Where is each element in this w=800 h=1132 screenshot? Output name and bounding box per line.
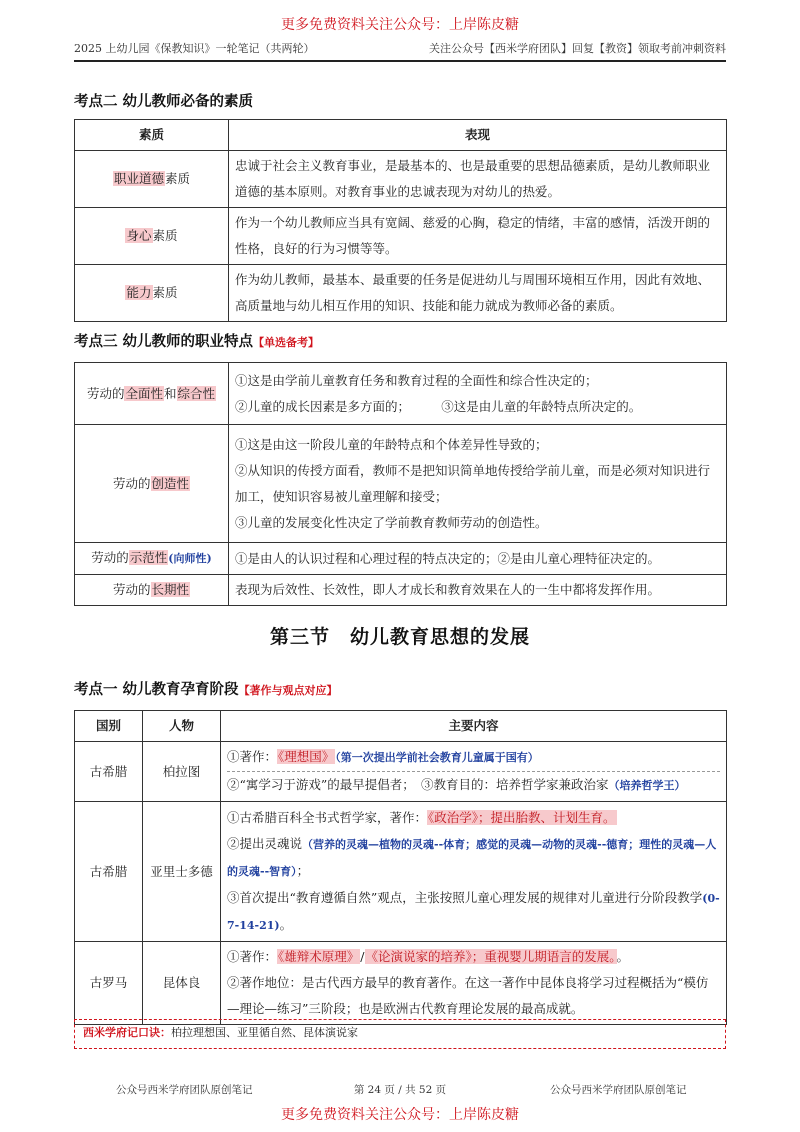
table-row [75, 543, 727, 575]
mnemonic-box [74, 1019, 726, 1049]
person: 亚里士多德 [143, 802, 221, 942]
teacher-traits-table [74, 362, 727, 606]
person: 昆体良 [143, 942, 221, 1025]
highlight: 能力 [126, 285, 152, 300]
country: 古希腊 [75, 802, 143, 942]
content-line [227, 885, 720, 939]
header-left: 2025 上幼儿园《保教知识》一轮笔记（共两轮） [74, 42, 315, 55]
trait-name [75, 363, 229, 425]
quality-name [75, 265, 229, 322]
footer-left: 公众号西米学府团队原创笔记 [116, 1084, 253, 1096]
running-header [74, 40, 726, 62]
section-title: 第三节 幼儿教育思想的发展 [269, 626, 530, 648]
content-line: ②著作地位：是古代西方最早的教育著作。在这一著作中昆体良将学习过程概括为“模仿—理论—练习”三阶段；也是欧洲古代教育理论发展的最高成就。 [227, 975, 709, 1016]
footer-right: 公众号西米学府团队原创笔记 [550, 1084, 687, 1096]
quality-desc: 忠诚于社会主义教育事业，是最基本的、也是最重要的思想品德素质，是幼儿教师职业道德的基本原则。对教育事业的忠诚表现为对幼儿的热爱。 [229, 151, 727, 208]
header-right: 关注公众号【西米学府团队】回复【教资】领取考前冲刺资料 [429, 42, 726, 55]
highlight: 长期性 [151, 582, 190, 597]
kp3-heading [74, 330, 319, 351]
trait-prefix: 劳动的 [91, 550, 129, 565]
quality-suffix: 素质 [152, 285, 178, 300]
table-row [75, 151, 727, 208]
table-header-row [75, 120, 727, 151]
trait-desc: 表现为后效性、长效性，即人才成长和教育效果在人的一生中都将发挥作用。 [229, 575, 727, 606]
highlight: 示范性 [129, 550, 168, 565]
content-text: 。 [279, 916, 293, 932]
col-header: 国别 [75, 711, 143, 742]
content-text: / [360, 949, 365, 964]
content-text: ①古希腊百科全书式哲学家，著作： [227, 809, 428, 825]
content [221, 742, 727, 802]
content-text: ②提出灵魂说 [227, 835, 303, 851]
trait-name [75, 543, 229, 575]
trait-line-a: ②儿童的成长因素是多方面的； [235, 398, 404, 414]
mnemonic-label: 西米学府记口诀： [83, 1026, 171, 1039]
page-number: 第 24 页 / 共 52 页 [353, 1084, 447, 1096]
content-text: 。 [616, 949, 630, 964]
quality-name [75, 151, 229, 208]
kp2-heading: 考点二 幼儿教师必备的素质 [74, 94, 254, 110]
kp3-title: 考点三 幼儿教师的职业特点 [74, 334, 254, 350]
content-note: （第一次提出学前社会教育儿童属于国有） [335, 751, 539, 764]
content-text: ②“寓学习于游戏”的最早提倡者； ③教育目的：培养哲学家兼政治家 [227, 777, 609, 792]
col-header: 人物 [143, 711, 221, 742]
quality-suffix: 素质 [152, 228, 178, 243]
content-text: ③首次提出“教育遵循自然”观点，主张按照儿童心理发展的规律对儿童进行分阶段教学 [227, 889, 703, 905]
quality-desc: 作为幼儿教师，最基本、最重要的任务是促进幼儿与周围环境相互作用，因此有效地、高质量地与幼儿相互作用的知识、技能和能力就成为教师必备的素质。 [229, 265, 727, 322]
trait-and: 和 [164, 385, 177, 401]
col-header: 主要内容 [221, 711, 727, 742]
highlight: 全面性 [125, 385, 163, 401]
trait-line: ①这是由这一阶段儿童的年龄特点和个体差异性导致的； [235, 436, 548, 452]
teacher-qualities-table [74, 119, 727, 322]
content-line [227, 771, 720, 799]
country: 古希腊 [75, 742, 143, 802]
highlight: 身心 [126, 228, 152, 243]
trait-line: ②从知识的传授方面看，教师不是把知识简单地传授给学前儿童，而是必须对知识进行加工，使知识容易被儿童理解和接受； [235, 462, 711, 504]
highlight: 综合性 [177, 385, 216, 401]
col-header: 素质 [75, 120, 229, 151]
table-row [75, 265, 727, 322]
content-note: （培养哲学王） [608, 779, 686, 792]
content-text: ①著作： [227, 949, 278, 964]
table-row [75, 942, 727, 1025]
content-text: ①著作： [227, 749, 278, 764]
highlight: 创造性 [151, 475, 190, 491]
trait-desc [229, 425, 727, 543]
mnemonic-text: 柏拉理想国、亚里循自然、昆体演说家 [171, 1026, 358, 1039]
trait-prefix: 劳动的 [112, 475, 151, 491]
trait-prefix: 劳动的 [86, 385, 125, 401]
content [221, 942, 727, 1025]
trait-desc: ①是由人的认识过程和心理过程的特点决定的；②是由儿童心理特征决定的。 [229, 543, 727, 575]
exam-tag: 【单选备考】 [253, 336, 320, 349]
trait-name [75, 425, 229, 543]
content-line [227, 944, 720, 970]
quality-name [75, 208, 229, 265]
trait-prefix: 劳动的 [112, 582, 151, 597]
trait-note: (向师性) [168, 552, 212, 565]
quality-suffix: 素质 [165, 171, 191, 186]
highlight: 《政治学》；提出胎教、计划生育。 [428, 809, 616, 825]
highlight: 《雄辩术原理》 [278, 949, 360, 964]
highlight: 《论演说家的培养》；重视婴儿期语言的发展。 [365, 949, 616, 964]
early-thinkers-table [74, 710, 727, 1025]
content-line [227, 744, 720, 771]
table-header-row [75, 711, 727, 742]
trait-desc [229, 363, 727, 425]
table-row [75, 742, 727, 802]
trait-line: ①这是由学前儿童教育任务和教育过程的全面性和综合性决定的； [235, 372, 598, 388]
bottom-promo-banner: 更多免费资料关注公众号：上岸陈皮糖 [281, 1107, 519, 1123]
trait-line [235, 394, 720, 420]
table-row [75, 802, 727, 942]
trait-line: ③儿童的发展变化性决定了学前教育教师劳动的创造性。 [235, 514, 548, 530]
top-promo-banner: 更多免费资料关注公众号：上岸陈皮糖 [281, 17, 519, 33]
exam-tag: 【著作与观点对应】 [238, 684, 338, 697]
country: 古罗马 [75, 942, 143, 1025]
content-text: ； [296, 862, 310, 878]
kp1-heading [74, 678, 338, 699]
content-note: (0-7-14-21) [227, 891, 720, 932]
table-row [75, 208, 727, 265]
table-row [75, 363, 727, 425]
person: 柏拉图 [143, 742, 221, 802]
content-line [227, 805, 720, 831]
table-row [75, 575, 727, 606]
table-row [75, 425, 727, 543]
trait-name [75, 575, 229, 606]
trait-line-b: ③这是由儿童的年龄特点所决定的。 [441, 398, 642, 414]
col-header: 表现 [229, 120, 727, 151]
content-note: （营养的灵魂—植物的灵魂--体育；感觉的灵魂—动物的灵魂--德育；理性的灵魂—人的灵魂--智育） [227, 837, 717, 878]
highlight: 《理想国》 [278, 749, 335, 764]
quality-desc: 作为一个幼儿教师应当具有宽阔、慈爱的心胸，稳定的情绪，丰富的感情，活泼开朗的性格，良好的行为习惯等等。 [229, 208, 727, 265]
highlight: 职业道德 [113, 171, 164, 186]
content [221, 802, 727, 942]
content-line [227, 831, 720, 885]
kp1-title: 考点一 幼儿教育孕育阶段 [74, 682, 239, 698]
